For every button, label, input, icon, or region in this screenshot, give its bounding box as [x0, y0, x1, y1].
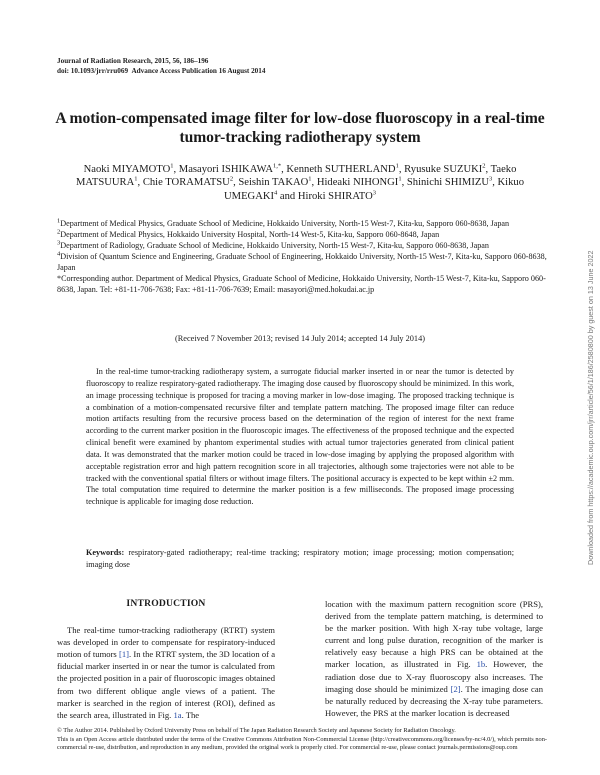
affiliation-marker: 2: [57, 228, 61, 236]
author-name: Chie TORAMATSU: [142, 177, 230, 189]
affiliation-marker: 3: [57, 239, 61, 247]
author-affiliation-marker: 1: [395, 162, 399, 170]
keywords-label: Keywords:: [86, 548, 125, 557]
author: [179, 164, 281, 175]
author-affiliation-marker: 4: [274, 189, 278, 197]
author: [286, 164, 398, 175]
license-footer: [57, 727, 547, 753]
doi-line: [57, 67, 265, 77]
author: [317, 177, 402, 188]
author-name: Taeko MATSUURA: [75, 164, 517, 189]
author-name: Masayori ISHIKAWA: [178, 164, 273, 175]
author-affiliation-marker: 1: [134, 175, 138, 183]
citation-link[interactable]: [2]: [450, 683, 461, 694]
author-affiliation-marker: 2: [482, 162, 486, 170]
affiliation-text: Department of Medical Physics, Hokkaido University Hospital, North-14 West-5, Kita-ku, Sapporo 060-8648, Japan: [60, 230, 440, 239]
column-left: [57, 598, 275, 721]
section-heading-introduction: INTRODUCTION: [126, 598, 206, 609]
column-right: [325, 598, 543, 719]
author-name: Kenneth SUTHERLAND: [286, 164, 396, 175]
author-affiliation-marker: 1: [170, 162, 174, 170]
journal-citation: Journal of Radiation Research, 2015, 56, 186–196: [57, 57, 209, 65]
author-name: Ryusuke SUZUKI: [404, 164, 483, 175]
citation-link[interactable]: [1]: [118, 649, 129, 660]
author-name: Naoki MIYAMOTO: [83, 164, 171, 175]
figure-link[interactable]: 1a: [173, 709, 182, 720]
affiliation: [57, 229, 547, 240]
figure-link[interactable]: 1b: [476, 659, 486, 670]
journal-header: [57, 57, 265, 76]
author-affiliation-marker: 1: [308, 175, 312, 183]
affiliation: [57, 240, 547, 251]
abstract: In the real-time tumor-tracking radiotherapy system, a surrogate fiducial marker inserted in or near the tumor is detected by fluoroscopy to realize respiratory-gated radiotherapy. The imaging dose caused by fluoroscopy should be minimized. In this work, an image processing technique is proposed for tracing a moving marker in low-dose imaging. The proposed tracking technique is a combination of a motion-compensated recursive filter and template pattern matching. The proposed image filter can reduce motion artifacts resulting from the recursive process based on the determination of the region of interest for the next frame according to the current marker position in the fluoroscopic images. The effectiveness of the proposed technique and the expected clinical benefit were examined by phantom experimental studies with actual tumor trajectories generated from clinical patient data. It was demonstrated that the marker motion could be traced in low-dose imaging by applying the proposed algorithm with acceptable registration error and high pattern recognition score in all trajectories, although some trajectories were not able to be tracked with the conventional spatial filters or without image filters. The positional accuracy is expected to be kept within ±2 mm. The total computation time required to determine the marker position is a few milliseconds. The proposed image processing technique is applicable for imaging dose reduction.: [86, 367, 514, 507]
author-name: Shinichi SHIMIZU: [406, 177, 489, 189]
corresponding-author: [57, 273, 547, 295]
affiliation-marker: 1: [57, 217, 61, 225]
download-watermark: Downloaded from https://academic.oup.com/jrr/article/56/1/186/2580800 by guest on 13 June 2022: [586, 250, 595, 565]
author: [84, 164, 174, 175]
license-text: This is an Open Access article distributed under the terms of the Creative Commons Attribution Non-Commercial License (http://creativecommons.org/licenses/by-nc/4.0/), which permits non-commercial re-use, distribution, and reproduction in any medium, provided the original work is properly cited. For commercial re-use, please contact journals.permissions@oup.com: [57, 735, 547, 752]
author-name: Kikuo UMEGAKI: [224, 177, 525, 202]
affiliations: [57, 218, 547, 295]
author-affiliation-marker: 3: [488, 175, 493, 183]
affiliation: [57, 251, 547, 273]
article-title: A motion-compensated image filter for low-dose fluoroscopy in a real-time tumor-tracking radiotherapy system: [55, 110, 545, 146]
keywords-text: respiratory-gated radiotherapy; real-time tracking; respiratory motion; image processing; motion compensation; imaging dose: [86, 548, 515, 569]
doi[interactable]: doi: 10.1093/jrr/rru069: [57, 66, 129, 75]
author-affiliation-marker: 2: [229, 175, 234, 183]
author: [238, 177, 311, 188]
author-affiliation-marker: 3: [372, 189, 376, 197]
author-list: Naoki MIYAMOTO$^1$, Masayori $ISHIKAWA^{1,*}$, Kenneth SUTHERLAND$^1$, Ryusuke SUZUKI$^2$, Taeko MATSUURA$^1$, Chie TORAMATSU$^2$, Seishin TAKAO$^1$, Hideaki NIHONGI$^1$, Shinichi SHIMIZU$^3$, Kikuo UMEGAKI$^4$ and Hiroki SHIRATO$^3$: [75, 162, 525, 202]
keywords: [86, 547, 514, 570]
author: [298, 191, 376, 202]
intro-paragraph-left: The real-time tumor-tracking radiotherapy (RTRT) system was developed in order to compensate for respiratory-induced motion of tumors [1]. In the RTRT system, the 3D location of a fiducial marker inserted in or near the tumor is calculated from the projected position in a pair of fluoroscopic images obtained from two different oblique angle views of a patient. The marker is searched in the region of interest (ROI), defined as the search area, illustrated in Fig. 1a. The: [57, 625, 276, 720]
author-name: Hiroki SHIRATO: [297, 190, 373, 202]
affiliation-text: Department of Medical Physics, Graduate School of Medicine, Hokkaido University, North-15 West-7, Kita-ku, Sapporo 060-8638, Japan: [60, 219, 510, 228]
author-affiliation-marker: 1,*: [272, 162, 282, 170]
author: [143, 177, 233, 188]
copyright-line: © The Author 2014. Published by Oxford University Press on behalf of The Japan Radiation Research Society and Japanese Society for Radiation Oncology.: [57, 727, 456, 734]
author-name: Hideaki NIHONGI: [316, 177, 399, 189]
author-name: Seishin TAKAO: [238, 177, 309, 189]
received-dates: (Received 7 November 2013; revised 14 July 2014; accepted 14 July 2014): [175, 334, 425, 343]
affiliation-text: *Corresponding author. Department of Medical Physics, Graduate School of Medicine, Hokkaido University, North-15 West-7, Kita-ku, Sapporo 060-8638, Japan. Tel: +81-11-706-7638; Fax: +81-11-706-7639; Email: masayori@med.hokudai.ac.jp: [57, 274, 546, 294]
affiliation-marker: 4: [57, 250, 61, 258]
affiliation-text: Division of Quantum Science and Engineering, Graduate School of Engineering, Hokkaido University, North-15 West-7, Kita-ku, Sapporo 060-8638, Japan: [57, 252, 547, 272]
author-affiliation-marker: 1: [398, 175, 402, 183]
author: [407, 177, 492, 188]
affiliation-text: Department of Radiology, Graduate School of Medicine, Hokkaido University, North-15 West-7, Kita-ku, Sapporo 060-8638, Japan: [60, 241, 489, 250]
affiliation: [57, 218, 547, 229]
advance-access: Advance Access Publication 16 August 2014: [131, 66, 266, 75]
intro-paragraph-right: location with the maximum pattern recognition score (PRS), derived from the template pattern matching, is determined to be the marker position. With high X-ray tube voltage, large current and long pulse duration, recognition of the marker is relatively easy because a high PRS can be obtained at the marker location, as illustrated in Fig. 1b. However, the radiation dose due to X-ray fluoroscopy also increases. The imaging dose should be minimized [2]. The imaging dose can be naturally reduced by decreasing the X-ray tube parameters. However, the PRS at the marker location is decreased: [325, 599, 543, 718]
author: [404, 164, 485, 175]
